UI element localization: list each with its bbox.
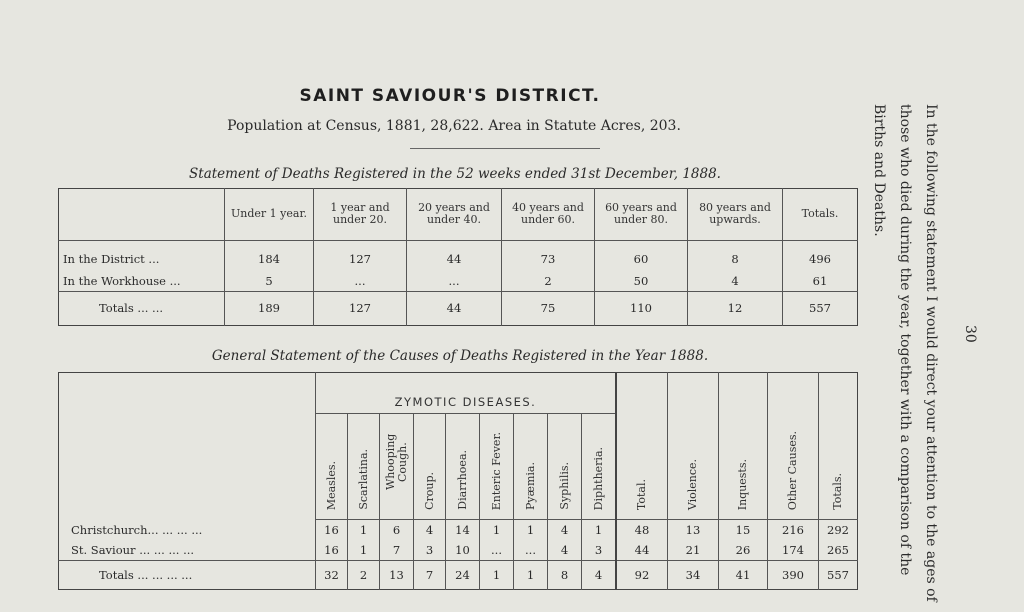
cell: 21 xyxy=(668,540,719,561)
cell: 16 xyxy=(316,540,348,561)
column-header: Enteric Fever. xyxy=(480,414,514,520)
divider xyxy=(410,148,600,149)
column-header: Under 1 year. xyxy=(225,189,314,241)
cell: 4 xyxy=(414,520,446,541)
column-header: Scarlatina. xyxy=(348,414,380,520)
column-header: Violence. xyxy=(668,373,719,520)
column-header: Totals. xyxy=(783,189,858,241)
cell: 13 xyxy=(380,561,414,590)
column-header xyxy=(59,189,225,241)
cell: 16 xyxy=(316,520,348,541)
cell: 61 xyxy=(783,270,858,291)
column-header: 1 year and under 20. xyxy=(314,189,407,241)
causes-of-death-table xyxy=(58,372,858,590)
cell: 390 xyxy=(768,561,819,590)
cell: 292 xyxy=(819,520,858,541)
cell: 60 xyxy=(595,240,688,270)
cell: 92 xyxy=(616,561,668,590)
column-header: Syphilis. xyxy=(548,414,582,520)
cell: 1 xyxy=(582,520,617,541)
table-row xyxy=(59,520,858,541)
cell: 1 xyxy=(480,561,514,590)
cell: 75 xyxy=(502,291,595,325)
table-row xyxy=(59,540,858,561)
causes-table-caption: General Statement of the Causes of Deaths Registered in the Year 1888. xyxy=(211,348,709,364)
table-header-row xyxy=(59,189,858,241)
cell: 1 xyxy=(348,520,380,541)
cell: 14 xyxy=(446,520,480,541)
cell: 1 xyxy=(514,520,548,541)
column-header: Croup. xyxy=(414,414,446,520)
cell: 8 xyxy=(688,240,783,270)
column-header: 60 years and under 80. xyxy=(595,189,688,241)
column-header: Inquests. xyxy=(719,373,768,520)
column-header: Other Causes. xyxy=(768,373,819,520)
cell: 557 xyxy=(783,291,858,325)
table-row xyxy=(59,270,858,291)
cell: ... xyxy=(480,540,514,561)
cell: 4 xyxy=(688,270,783,291)
header-blank xyxy=(59,373,316,520)
cell: 127 xyxy=(314,291,407,325)
column-header: Diarrhoea. xyxy=(446,414,480,520)
cell: ... xyxy=(407,270,502,291)
cell: 44 xyxy=(407,291,502,325)
column-header: Measles. xyxy=(316,414,348,520)
column-header: Pyæmia. xyxy=(514,414,548,520)
deaths-by-age-table xyxy=(58,188,858,326)
cell: 1 xyxy=(480,520,514,541)
cell: 4 xyxy=(548,540,582,561)
cell: 6 xyxy=(380,520,414,541)
cell: 1 xyxy=(514,561,548,590)
cell: 34 xyxy=(668,561,719,590)
cell: 184 xyxy=(225,240,314,270)
row-label: St. Saviour ... ... ... ... xyxy=(71,543,195,557)
deaths-table-caption: Statement of Deaths Registered in the 52 weeks ended 31st December, 1888. xyxy=(189,166,721,182)
cell: 3 xyxy=(414,540,446,561)
row-label: Totals ... ... xyxy=(59,291,225,325)
totals-row xyxy=(59,291,858,325)
cell: 8 xyxy=(548,561,582,590)
cell: 110 xyxy=(595,291,688,325)
population-line: Population at Census, 1881, 28,622. Area in Statute Acres, 203. xyxy=(227,118,681,134)
cell: 50 xyxy=(595,270,688,291)
cell: 73 xyxy=(502,240,595,270)
row-label: Totals ... ... ... ... xyxy=(59,561,316,590)
column-header: 40 years and under 60. xyxy=(502,189,595,241)
column-header: 80 years and upwards. xyxy=(688,189,783,241)
zymotic-diseases-header: ZYMOTIC DISEASES. xyxy=(316,373,617,414)
column-header: Total. xyxy=(616,373,668,520)
cell: 26 xyxy=(719,540,768,561)
cell: 2 xyxy=(502,270,595,291)
cell: 557 xyxy=(819,561,858,590)
cell: 7 xyxy=(380,540,414,561)
table-header-row xyxy=(59,373,858,414)
row-label: In the Workhouse ... xyxy=(63,273,181,288)
table-row xyxy=(59,240,858,270)
cell: 48 xyxy=(616,520,668,541)
cell: 1 xyxy=(348,540,380,561)
cell: 189 xyxy=(225,291,314,325)
side-note: In the following statement I would direct your attention to the ages of those who died during the year, together with a comparison of the Births and Deaths. xyxy=(871,104,939,602)
cell: 4 xyxy=(582,561,617,590)
column-header: Whooping Cough. xyxy=(380,414,414,520)
cell: 3 xyxy=(582,540,617,561)
row-label: Christchurch... ... ... ... xyxy=(71,522,203,537)
cell: 44 xyxy=(616,540,668,561)
cell: 496 xyxy=(783,240,858,270)
cell: 265 xyxy=(819,540,858,561)
page-number: 30 xyxy=(962,325,978,343)
column-header: Diphtheria. xyxy=(582,414,617,520)
cell: 13 xyxy=(668,520,719,541)
cell: 24 xyxy=(446,561,480,590)
row-label: In the District ... xyxy=(63,252,160,267)
cell: 41 xyxy=(719,561,768,590)
cell: 4 xyxy=(548,520,582,541)
cell: 44 xyxy=(407,240,502,270)
page-title: SAINT SAVIOUR'S DISTRICT. xyxy=(299,86,601,106)
cell: 216 xyxy=(768,520,819,541)
cell: 5 xyxy=(225,270,314,291)
cell: 12 xyxy=(688,291,783,325)
cell: 174 xyxy=(768,540,819,561)
column-header: 20 years and under 40. xyxy=(407,189,502,241)
cell: 2 xyxy=(348,561,380,590)
cell: ... xyxy=(514,540,548,561)
cell: 15 xyxy=(719,520,768,541)
cell: 10 xyxy=(446,540,480,561)
column-header: Totals. xyxy=(819,373,858,520)
cell: ... xyxy=(314,270,407,291)
cell: 7 xyxy=(414,561,446,590)
cell: 127 xyxy=(314,240,407,270)
cell: 32 xyxy=(316,561,348,590)
totals-row xyxy=(59,561,858,590)
